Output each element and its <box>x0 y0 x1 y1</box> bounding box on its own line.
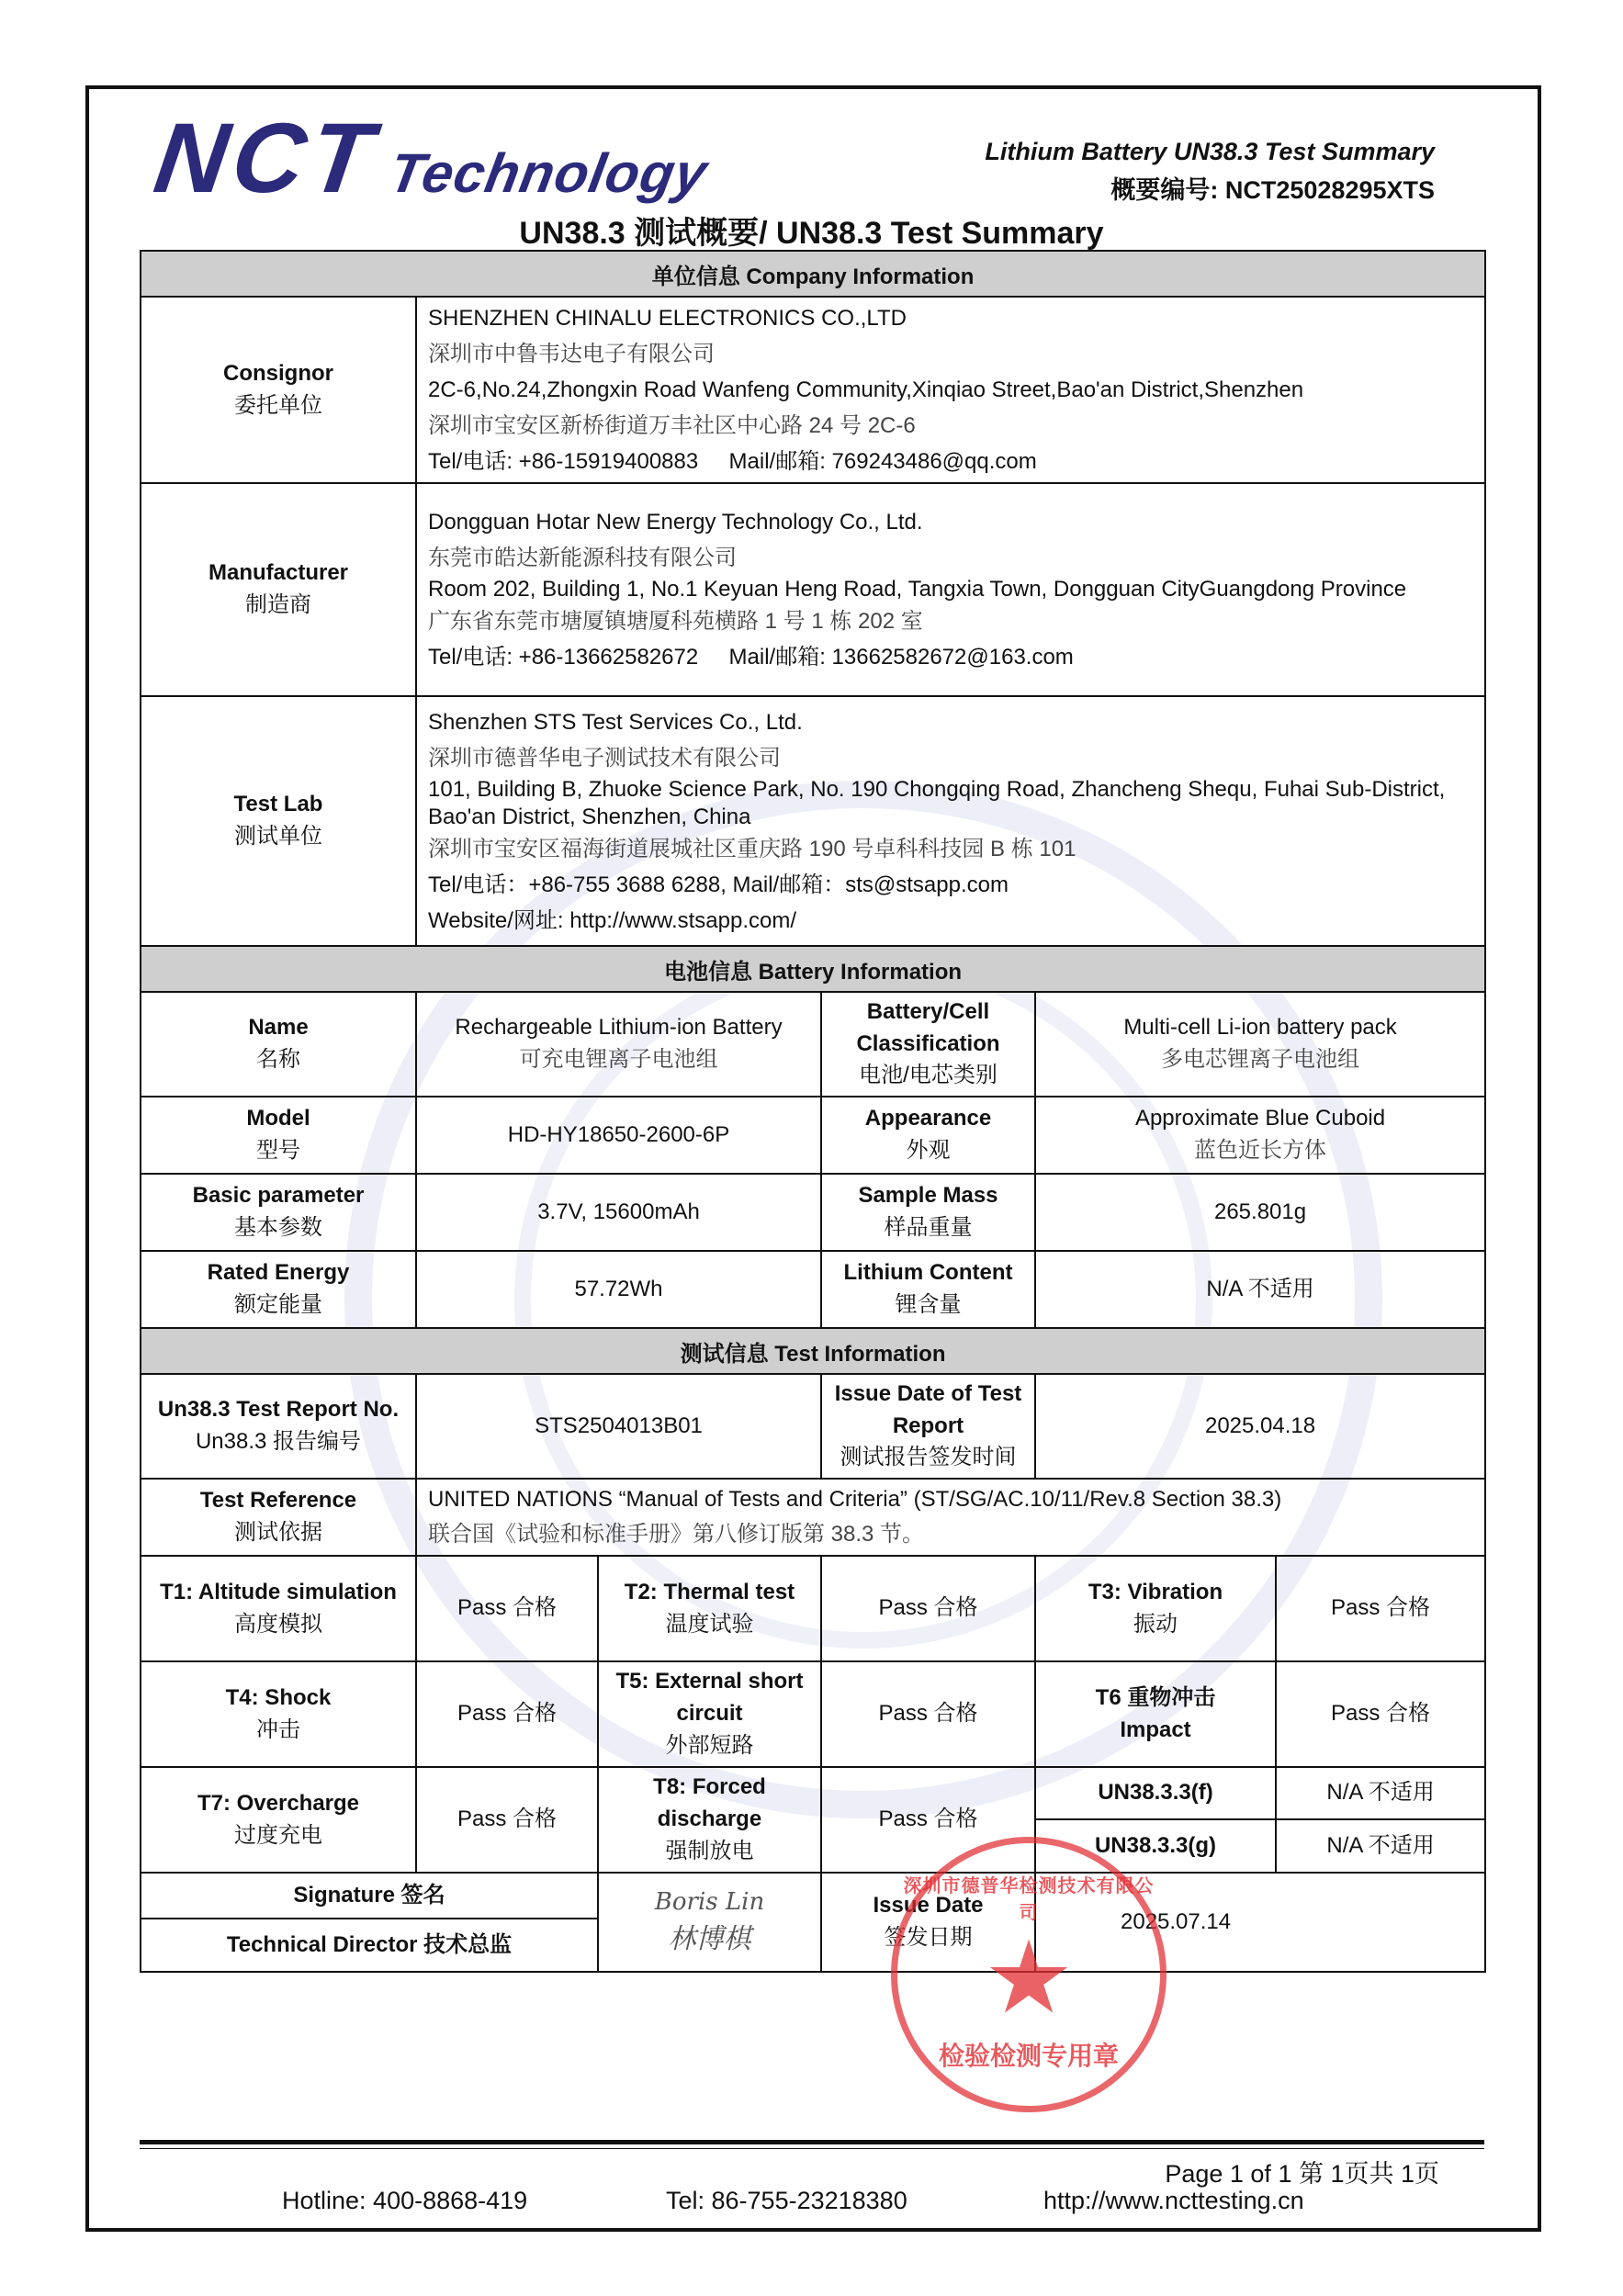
report-no-value: STS2504013B01 <box>416 1374 821 1479</box>
battery-section-header: 电池信息 Battery Information <box>141 946 1485 992</box>
mass-value: 265.801g <box>1035 1174 1485 1251</box>
appearance-value-cn: 蓝色近长方体 <box>1194 1138 1327 1163</box>
battery-section-row <box>141 946 1485 992</box>
consignor-line: 深圳市宝安区新桥街道万丰社区中心路 24 号 2C-6 <box>428 413 916 438</box>
mass-label <box>821 1174 1035 1251</box>
t7-result: Pass 合格 <box>416 1767 598 1873</box>
consignor-label <box>141 297 416 483</box>
t4-label-en: T4: Shock <box>225 1684 332 1710</box>
issue-date-label <box>821 1374 1035 1479</box>
company-seal <box>891 1837 1167 2112</box>
company-section-header: 单位信息 Company Information <box>141 251 1485 297</box>
reference-label-en: Test Reference <box>199 1488 357 1514</box>
footer-hotline: Hotline: 400-8868-419 <box>282 2187 528 2214</box>
signature-script-cn: 林博棋 <box>668 1923 751 1955</box>
classification-label-en: Battery/Cell Classification <box>856 998 1000 1056</box>
battery-name-row <box>141 992 1485 1097</box>
issue-value: 2025.07.14 <box>1035 1873 1485 1972</box>
t3-label <box>1035 1556 1276 1661</box>
basic-label-cn: 基本参数 <box>234 1215 322 1240</box>
manufacturer-line: 广东省东莞市塘厦镇塘厦科苑横路 1 号 1 栋 202 室 <box>428 609 923 634</box>
report-no-label <box>141 1374 416 1479</box>
model-label <box>141 1097 416 1174</box>
manufacturer-line: Dongguan Hotar New Energy Technology Co., Ltd. <box>428 510 923 535</box>
report-no-label-en: Un38.3 Test Report No. <box>157 1397 400 1423</box>
g-label: UN38.3.3(g) <box>1035 1819 1276 1873</box>
battery-model-row <box>141 1097 1485 1174</box>
footer-divider-thin <box>140 2148 1484 2149</box>
t6-label-en: T6 重物冲击 <box>1095 1684 1216 1710</box>
energy-label-en: Rated Energy <box>207 1260 350 1286</box>
t4-label <box>141 1661 416 1767</box>
signature-row-1 <box>141 1873 1485 1919</box>
issue-date-value: 2025.04.18 <box>1035 1374 1485 1479</box>
reference-row <box>141 1479 1485 1556</box>
manufacturer-line: Tel/电话: +86-13662582672 Mail/邮箱: 13662582672@163.com <box>428 645 1074 670</box>
g-result: N/A 不适用 <box>1276 1819 1485 1873</box>
manufacturer-label-en: Manufacturer <box>208 560 349 586</box>
t8-result: Pass 合格 <box>821 1767 1035 1873</box>
t7-label-cn: 过度充电 <box>234 1822 322 1848</box>
logo-main: NCT <box>148 102 385 213</box>
page-title: UN38.3 测试概要/ UN38.3 Test Summary <box>519 216 1104 251</box>
appearance-label-cn: 外观 <box>906 1138 951 1163</box>
company-section-row <box>141 251 1485 297</box>
t1-label <box>141 1556 416 1661</box>
model-label-cn: 型号 <box>256 1138 300 1163</box>
testlab-label-cn: 测试单位 <box>234 824 322 849</box>
classification-label <box>821 992 1035 1097</box>
t5-label-cn: 外部短路 <box>665 1732 754 1758</box>
testlab-row <box>141 696 1485 946</box>
reference-value-en: UNITED NATIONS “Manual of Tests and Criteria” (ST/SG/AC.10/11/Rev.8 Section 38.3) <box>428 1487 1282 1512</box>
testlab-label <box>141 696 416 946</box>
footer-url[interactable]: http://www.ncttesting.cn <box>1043 2187 1304 2214</box>
t3-label-en: T3: Vibration <box>1088 1579 1223 1604</box>
test-row-3a <box>141 1767 1485 1819</box>
consignor-line: 深圳市中鲁韦达电子有限公司 <box>428 342 715 366</box>
t2-label-en: T2: Thermal test <box>624 1579 795 1604</box>
energy-value: 57.72Wh <box>416 1251 821 1328</box>
manufacturer-line: Room 202, Building 1, No.1 Keyuan Heng Road, Tangxia Town, Dongguan CityGuangdong Province <box>428 577 1407 602</box>
mass-label-cn: 样品重量 <box>884 1215 973 1240</box>
star-icon: ★ <box>983 1921 1075 2034</box>
testlab-line: 101, Building B, Zhuoke Science Park, No. 190 Chongqing Road, Zhancheng Shequ, Fuhai Sub-District, Bao'an District, Shenzhen, China <box>428 776 1446 829</box>
issue-label-cn: 签发日期 <box>884 1925 973 1950</box>
summary-number: 概要编号: NCT25028295XTS <box>1110 176 1435 204</box>
appearance-label-en: Appearance <box>864 1106 992 1131</box>
t8-label <box>598 1767 821 1873</box>
t8-label-cn: 强制放电 <box>665 1838 754 1863</box>
appearance-value <box>1035 1097 1485 1174</box>
classification-value-cn: 多电芯锂离子电池组 <box>1161 1047 1360 1072</box>
signature-script-en: Boris Lin <box>654 1888 765 1916</box>
t2-result: Pass 合格 <box>821 1556 1035 1661</box>
reference-label <box>141 1479 416 1556</box>
lithium-label-en: Lithium Content <box>843 1260 1013 1286</box>
consignor-line: Tel/电话: +86-15919400883 Mail/邮箱: 769243486@qq.com <box>428 449 1037 474</box>
lithium-value: N/A 不适用 <box>1035 1251 1485 1328</box>
nct-logo <box>148 102 713 213</box>
energy-label <box>141 1251 416 1328</box>
mass-label-en: Sample Mass <box>858 1183 998 1209</box>
model-label-en: Model <box>246 1106 310 1131</box>
model-value: HD-HY18650-2600-6P <box>416 1097 821 1174</box>
basic-label <box>141 1174 416 1251</box>
t8-label-en: T8: Forced discharge <box>653 1774 766 1832</box>
t7-label-en: T7: Overcharge <box>197 1790 360 1816</box>
t5-label <box>598 1661 821 1767</box>
footer-tel: Tel: 86-755-23218380 <box>666 2187 907 2214</box>
reference-value-cn: 联合国《试验和标准手册》第八修订版第 38.3 节。 <box>428 1522 925 1547</box>
appearance-value-en: Approximate Blue Cuboid <box>1134 1106 1386 1131</box>
t2-label <box>598 1556 821 1661</box>
consignor-line: SHENZHEN CHINALU ELECTRONICS CO.,LTD <box>428 306 907 331</box>
name-value-cn: 可充电锂离子电池组 <box>519 1047 718 1072</box>
signature-label: Signature 签名 <box>141 1873 598 1919</box>
testlab-line: Tel/电话：+86-755 3688 6288, Mail/邮箱：sts@stsapp.com <box>428 872 1009 897</box>
t4-result: Pass 合格 <box>416 1661 598 1767</box>
t1-result: Pass 合格 <box>416 1556 598 1661</box>
logo-sub: Technology <box>385 142 713 204</box>
lithium-label-cn: 锂含量 <box>895 1292 962 1317</box>
page-number: Page 1 of 1 第 1页共 1页 <box>1165 2160 1439 2188</box>
battery-basic-row <box>141 1174 1485 1251</box>
testlab-line: Shenzhen STS Test Services Co., Ltd. <box>428 709 803 735</box>
energy-label-cn: 额定能量 <box>234 1292 322 1317</box>
testlab-label-en: Test Lab <box>233 792 323 817</box>
seal-ring-text: 深圳市德普华检测技术有限公司 <box>903 1876 1155 1923</box>
consignor-label-en: Consignor <box>223 360 333 386</box>
t2-label-cn: 温度试验 <box>665 1611 754 1637</box>
t5-result: Pass 合格 <box>821 1661 1035 1767</box>
consignor-info <box>416 297 1485 483</box>
t6-label <box>1035 1661 1276 1767</box>
f-result: N/A 不适用 <box>1276 1767 1485 1819</box>
manufacturer-line: 东莞市皓达新能源科技有限公司 <box>428 546 737 570</box>
seal-text: 检验检测专用章 <box>938 2042 1119 2070</box>
testlab-line: 深圳市德普华电子测试技术有限公司 <box>428 745 781 771</box>
name-label-en: Name <box>248 1015 309 1041</box>
t5-label-en: T5: External short circuit <box>615 1669 804 1727</box>
test-row-1 <box>141 1556 1485 1661</box>
consignor-row <box>141 297 1485 483</box>
basic-value: 3.7V, 15600mAh <box>416 1174 821 1251</box>
manufacturer-label-cn: 制造商 <box>245 592 311 617</box>
testlab-line: Website/网址: http://www.stsapp.com/ <box>428 907 797 933</box>
test-section-row <box>141 1328 1485 1374</box>
classification-value-en: Multi-cell Li-ion battery pack <box>1123 1015 1397 1041</box>
t1-label-en: T1: Altitude simulation <box>160 1579 397 1604</box>
issue-date-label-en: Issue Date of Test Report <box>834 1380 1022 1438</box>
t4-label-cn: 冲击 <box>256 1716 300 1742</box>
consignor-line: 2C-6,No.24,Zhongxin Road Wanfeng Community,Xinqiao Street,Bao'an District,Shenzhen <box>428 377 1304 402</box>
f-label: UN38.3.3(f) <box>1035 1767 1276 1819</box>
summary-table <box>140 250 1486 1973</box>
battery-energy-row <box>141 1251 1485 1328</box>
reference-value <box>416 1479 1485 1556</box>
manufacturer-label <box>141 483 416 696</box>
name-label-cn: 名称 <box>256 1047 300 1072</box>
testlab-info <box>416 696 1485 946</box>
name-value-en: Rechargeable Lithium-ion Battery <box>455 1015 783 1041</box>
summary-title: Lithium Battery UN38.3 Test Summary <box>985 138 1435 165</box>
report-row <box>141 1374 1485 1479</box>
test-row-2 <box>141 1661 1485 1767</box>
summary-header <box>985 138 1435 206</box>
t7-label <box>141 1767 416 1873</box>
director-label: Technical Director 技术总监 <box>141 1919 598 1972</box>
t6-label-cn: Impact <box>1120 1716 1191 1742</box>
t3-label-cn: 振动 <box>1133 1611 1178 1637</box>
footer-divider <box>140 2140 1484 2144</box>
signature-cell <box>598 1873 821 1972</box>
reference-label-cn: 测试依据 <box>234 1520 322 1545</box>
issue-date-label-cn: 测试报告签发时间 <box>840 1445 1017 1470</box>
t6-result: Pass 合格 <box>1276 1661 1485 1767</box>
report-no-label-cn: Un38.3 报告编号 <box>195 1429 362 1454</box>
manufacturer-info <box>416 483 1485 696</box>
name-label <box>141 992 416 1097</box>
name-value <box>416 992 821 1097</box>
classification-label-cn: 电池/电芯类别 <box>859 1063 997 1088</box>
lithium-label <box>821 1251 1035 1328</box>
appearance-label <box>821 1097 1035 1174</box>
t1-label-cn: 高度模拟 <box>234 1611 322 1637</box>
classification-value <box>1035 992 1485 1097</box>
testlab-line: 深圳市宝安区福海街道展城社区重庆路 190 号卓科科技园 B 栋 101 <box>428 836 1076 861</box>
consignor-label-cn: 委托单位 <box>234 392 322 418</box>
test-section-header: 测试信息 Test Information <box>141 1328 1485 1374</box>
manufacturer-row <box>141 483 1485 696</box>
t3-result: Pass 合格 <box>1276 1556 1485 1661</box>
issue-label-en: Issue Date <box>873 1893 984 1919</box>
basic-label-en: Basic parameter <box>192 1183 365 1209</box>
